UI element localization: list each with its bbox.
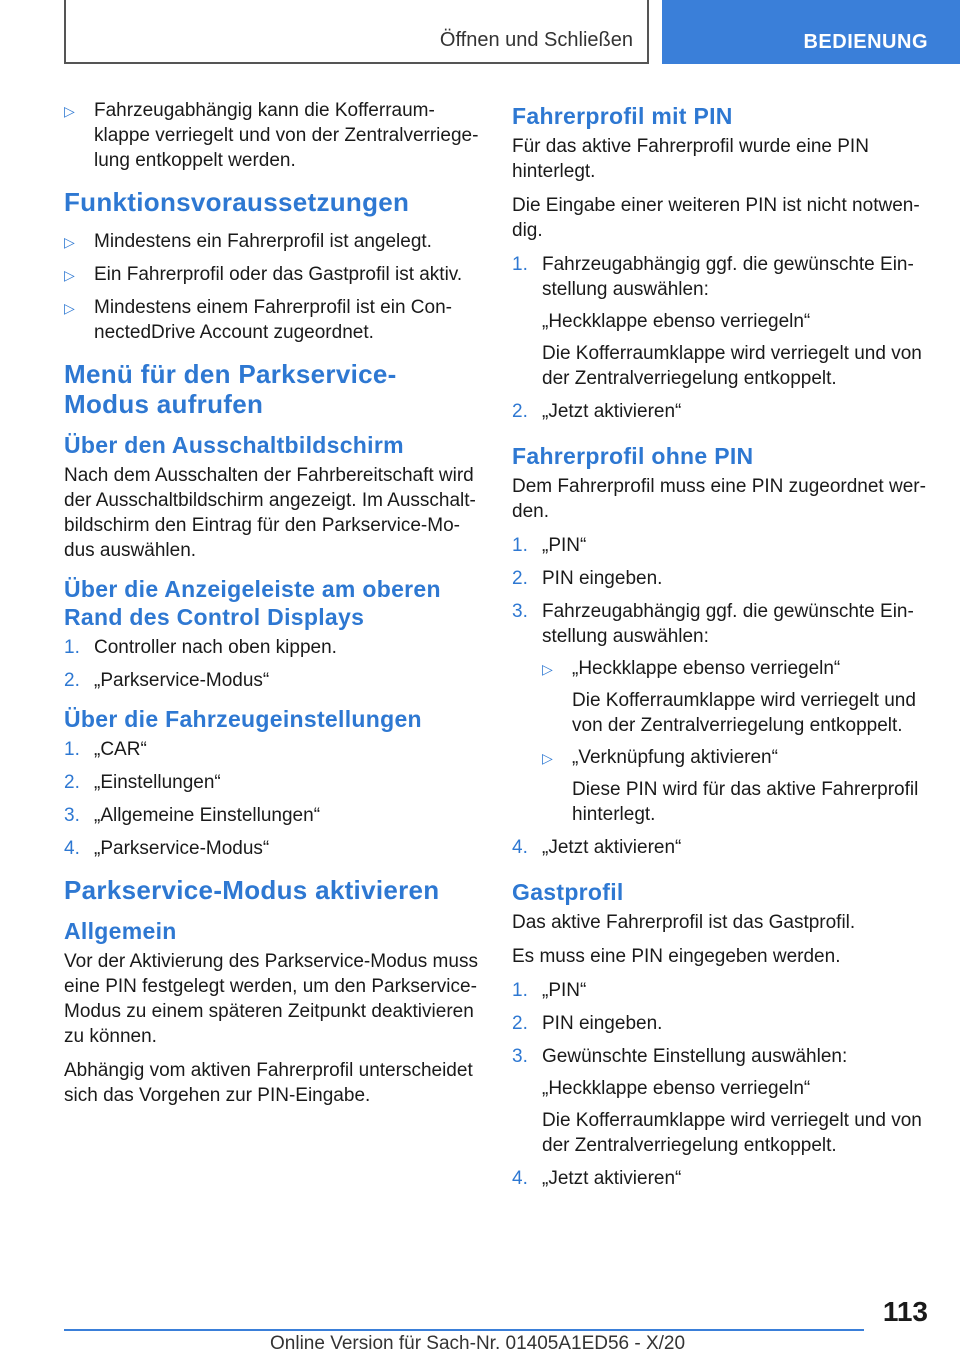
heading-menu-aufrufen: Menü für den Parkservice-Modus aufrufen xyxy=(64,359,397,419)
list-item xyxy=(64,295,480,345)
footer-text: Online Version für Sach-Nr. 01405A1ED56 - X/20 xyxy=(270,1333,686,1354)
step-item xyxy=(64,770,480,795)
step-item xyxy=(512,533,928,558)
paragraph-gast-2: Es muss eine PIN eingegeben werden. xyxy=(512,946,841,967)
step-number: 2. xyxy=(512,1013,528,1034)
sub-note: Die Kofferraumklappe wird verriegelt und von der Zentralverriegelung entkoppelt. xyxy=(572,690,916,736)
step-option: „Heckklappe ebenso verriegeln“ xyxy=(542,311,811,332)
step-text: Fahrzeugabhängig ggf. die gewünschte Einstellung auswählen: xyxy=(542,601,914,647)
bullet-text: Mindestens ein Fahrerprofil ist angelegt. xyxy=(94,231,432,252)
step-number: 4. xyxy=(512,1168,528,1189)
step-number: 2. xyxy=(512,568,528,589)
paragraph-mit-pin-2: Die Eingabe einer weiteren PIN ist nicht notwendig. xyxy=(512,195,920,241)
step-text: „Allgemeine Einstellungen“ xyxy=(94,805,321,826)
sub-list-item xyxy=(542,745,928,827)
step-item xyxy=(64,635,480,660)
bullet-text: Ein Fahrerprofil oder das Gastprofil ist aktiv. xyxy=(94,264,463,285)
step-item xyxy=(64,668,480,693)
heading-gastprofil: Gastprofil xyxy=(512,879,624,905)
step-text: Controller nach oben kippen. xyxy=(94,637,337,658)
step-item xyxy=(512,835,928,860)
list-item xyxy=(64,229,480,254)
step-number: 4. xyxy=(64,838,80,859)
triangle-bullet-icon: ▷ xyxy=(64,300,75,316)
left-column xyxy=(64,98,480,1117)
step-text: Gewünschte Einstellung auswählen: xyxy=(542,1046,848,1067)
triangle-bullet-icon: ▷ xyxy=(542,750,553,766)
heading-fahrerprofil-mit-pin: Fahrerprofil mit PIN xyxy=(512,103,733,129)
step-number: 1. xyxy=(512,254,528,275)
step-item xyxy=(512,1166,928,1191)
step-number: 1. xyxy=(64,637,80,658)
heading-parkservice-aktivieren: Parkservice-Modus aktivieren xyxy=(64,875,440,905)
sub-note: Diese PIN wird für das aktive Fahrerprofil hinterlegt. xyxy=(572,779,919,825)
right-column xyxy=(512,92,928,1199)
step-number: 2. xyxy=(64,772,80,793)
step-item xyxy=(512,1011,928,1036)
heading-ausschaltbildschirm: Über den Ausschaltbildschirm xyxy=(64,432,404,458)
step-number: 1. xyxy=(512,980,528,1001)
step-number: 3. xyxy=(512,1046,528,1067)
paragraph-allgemein-2: Abhängig vom aktiven Fahrerprofil unterscheidet sich das Vorgehen zur PIN-Eingabe. xyxy=(64,1060,473,1106)
step-note: Die Kofferraumklappe wird verriegelt und von der Zentralverriegelung entkoppelt. xyxy=(542,1110,922,1156)
sub-list-item xyxy=(542,656,928,738)
step-number: 2. xyxy=(64,670,80,691)
step-text: „Einstellungen“ xyxy=(94,772,221,793)
footer-divider xyxy=(64,1329,864,1331)
sub-text: „Heckklappe ebenso verriegeln“ xyxy=(572,658,841,679)
triangle-bullet-icon: ▷ xyxy=(542,661,553,677)
step-text: „Parkservice-Modus“ xyxy=(94,670,270,691)
step-item xyxy=(512,1044,928,1158)
heading-anzeigeleiste: Über die Anzeigeleiste am oberen Rand des Control Displays xyxy=(64,576,441,630)
step-text: PIN eingeben. xyxy=(542,568,663,589)
heading-funktionsvoraussetzungen: Funktionsvoraussetzungen xyxy=(64,187,410,217)
list-item xyxy=(64,262,480,287)
bullet-text: Fahrzeugabhängig kann die Kofferraumklappe verriegelt und von der Zentralverriegelung entkoppelt werden. xyxy=(94,100,479,171)
step-text: Fahrzeugabhängig ggf. die gewünschte Einstellung auswählen: xyxy=(542,254,914,300)
paragraph-allgemein-1: Vor der Aktivierung des Parkservice-Modus muss eine PIN festgelegt werden, um den Parkservice-Modus zu einem späteren Zeitpunkt deaktivieren zu können. xyxy=(64,951,478,1047)
header-chapter-box xyxy=(64,0,649,64)
paragraph-gast-1: Das aktive Fahrerprofil ist das Gastprofil. xyxy=(512,912,856,933)
heading-fahrzeugeinstellungen: Über die Fahrzeugeinstellungen xyxy=(64,706,422,732)
step-text: „Jetzt aktivieren“ xyxy=(542,837,682,858)
step-text: „Jetzt aktivieren“ xyxy=(542,1168,682,1189)
step-text: „CAR“ xyxy=(94,739,147,760)
step-item xyxy=(512,566,928,591)
step-item xyxy=(64,737,480,762)
heading-allgemein: Allgemein xyxy=(64,918,177,944)
bullet-text: Mindestens einem Fahrerprofil ist ein ConnectedDrive Account zugeordnet. xyxy=(94,297,452,343)
paragraph-ohne-pin-1: Dem Fahrerprofil muss eine PIN zugeordnet werden. xyxy=(512,476,926,522)
step-item xyxy=(64,836,480,861)
step-text: PIN eingeben. xyxy=(542,1013,663,1034)
triangle-bullet-icon: ▷ xyxy=(64,103,75,119)
step-note: Die Kofferraumklappe wird verriegelt und von der Zentralverriegelung entkoppelt. xyxy=(542,343,922,389)
step-text: „Jetzt aktivieren“ xyxy=(542,401,682,422)
triangle-bullet-icon: ▷ xyxy=(64,234,75,250)
step-item xyxy=(512,978,928,1003)
step-number: 1. xyxy=(512,535,528,556)
step-number: 1. xyxy=(64,739,80,760)
heading-fahrerprofil-ohne-pin: Fahrerprofil ohne PIN xyxy=(512,443,754,469)
step-text: „PIN“ xyxy=(542,980,587,1001)
step-number: 3. xyxy=(512,601,528,622)
step-text: „Parkservice-Modus“ xyxy=(94,838,270,859)
step-item xyxy=(512,399,928,424)
step-number: 3. xyxy=(64,805,80,826)
step-number: 4. xyxy=(512,837,528,858)
sub-text: „Verknüpfung aktivieren“ xyxy=(572,747,778,768)
step-text: „PIN“ xyxy=(542,535,587,556)
chapter-title: Öffnen und Schließen xyxy=(439,29,633,51)
list-item xyxy=(64,98,480,173)
step-item xyxy=(512,599,928,827)
paragraph-mit-pin-1: Für das aktive Fahrerprofil wurde eine PIN hinterlegt. xyxy=(512,136,869,182)
step-item xyxy=(512,252,928,391)
step-item xyxy=(64,803,480,828)
section-tab[interactable]: BEDIENUNG xyxy=(662,0,960,64)
step-number: 2. xyxy=(512,401,528,422)
page-number: 113 xyxy=(882,1296,928,1327)
paragraph-ausschalt: Nach dem Ausschalten der Fahrbereitschaft wird der Ausschaltbildschirm angezeigt. Im Ausschaltbildschirm den Eintrag für den Parkservice-Modus auswählen. xyxy=(64,465,476,561)
triangle-bullet-icon: ▷ xyxy=(64,267,75,283)
step-option: „Heckklappe ebenso verriegeln“ xyxy=(542,1078,811,1099)
